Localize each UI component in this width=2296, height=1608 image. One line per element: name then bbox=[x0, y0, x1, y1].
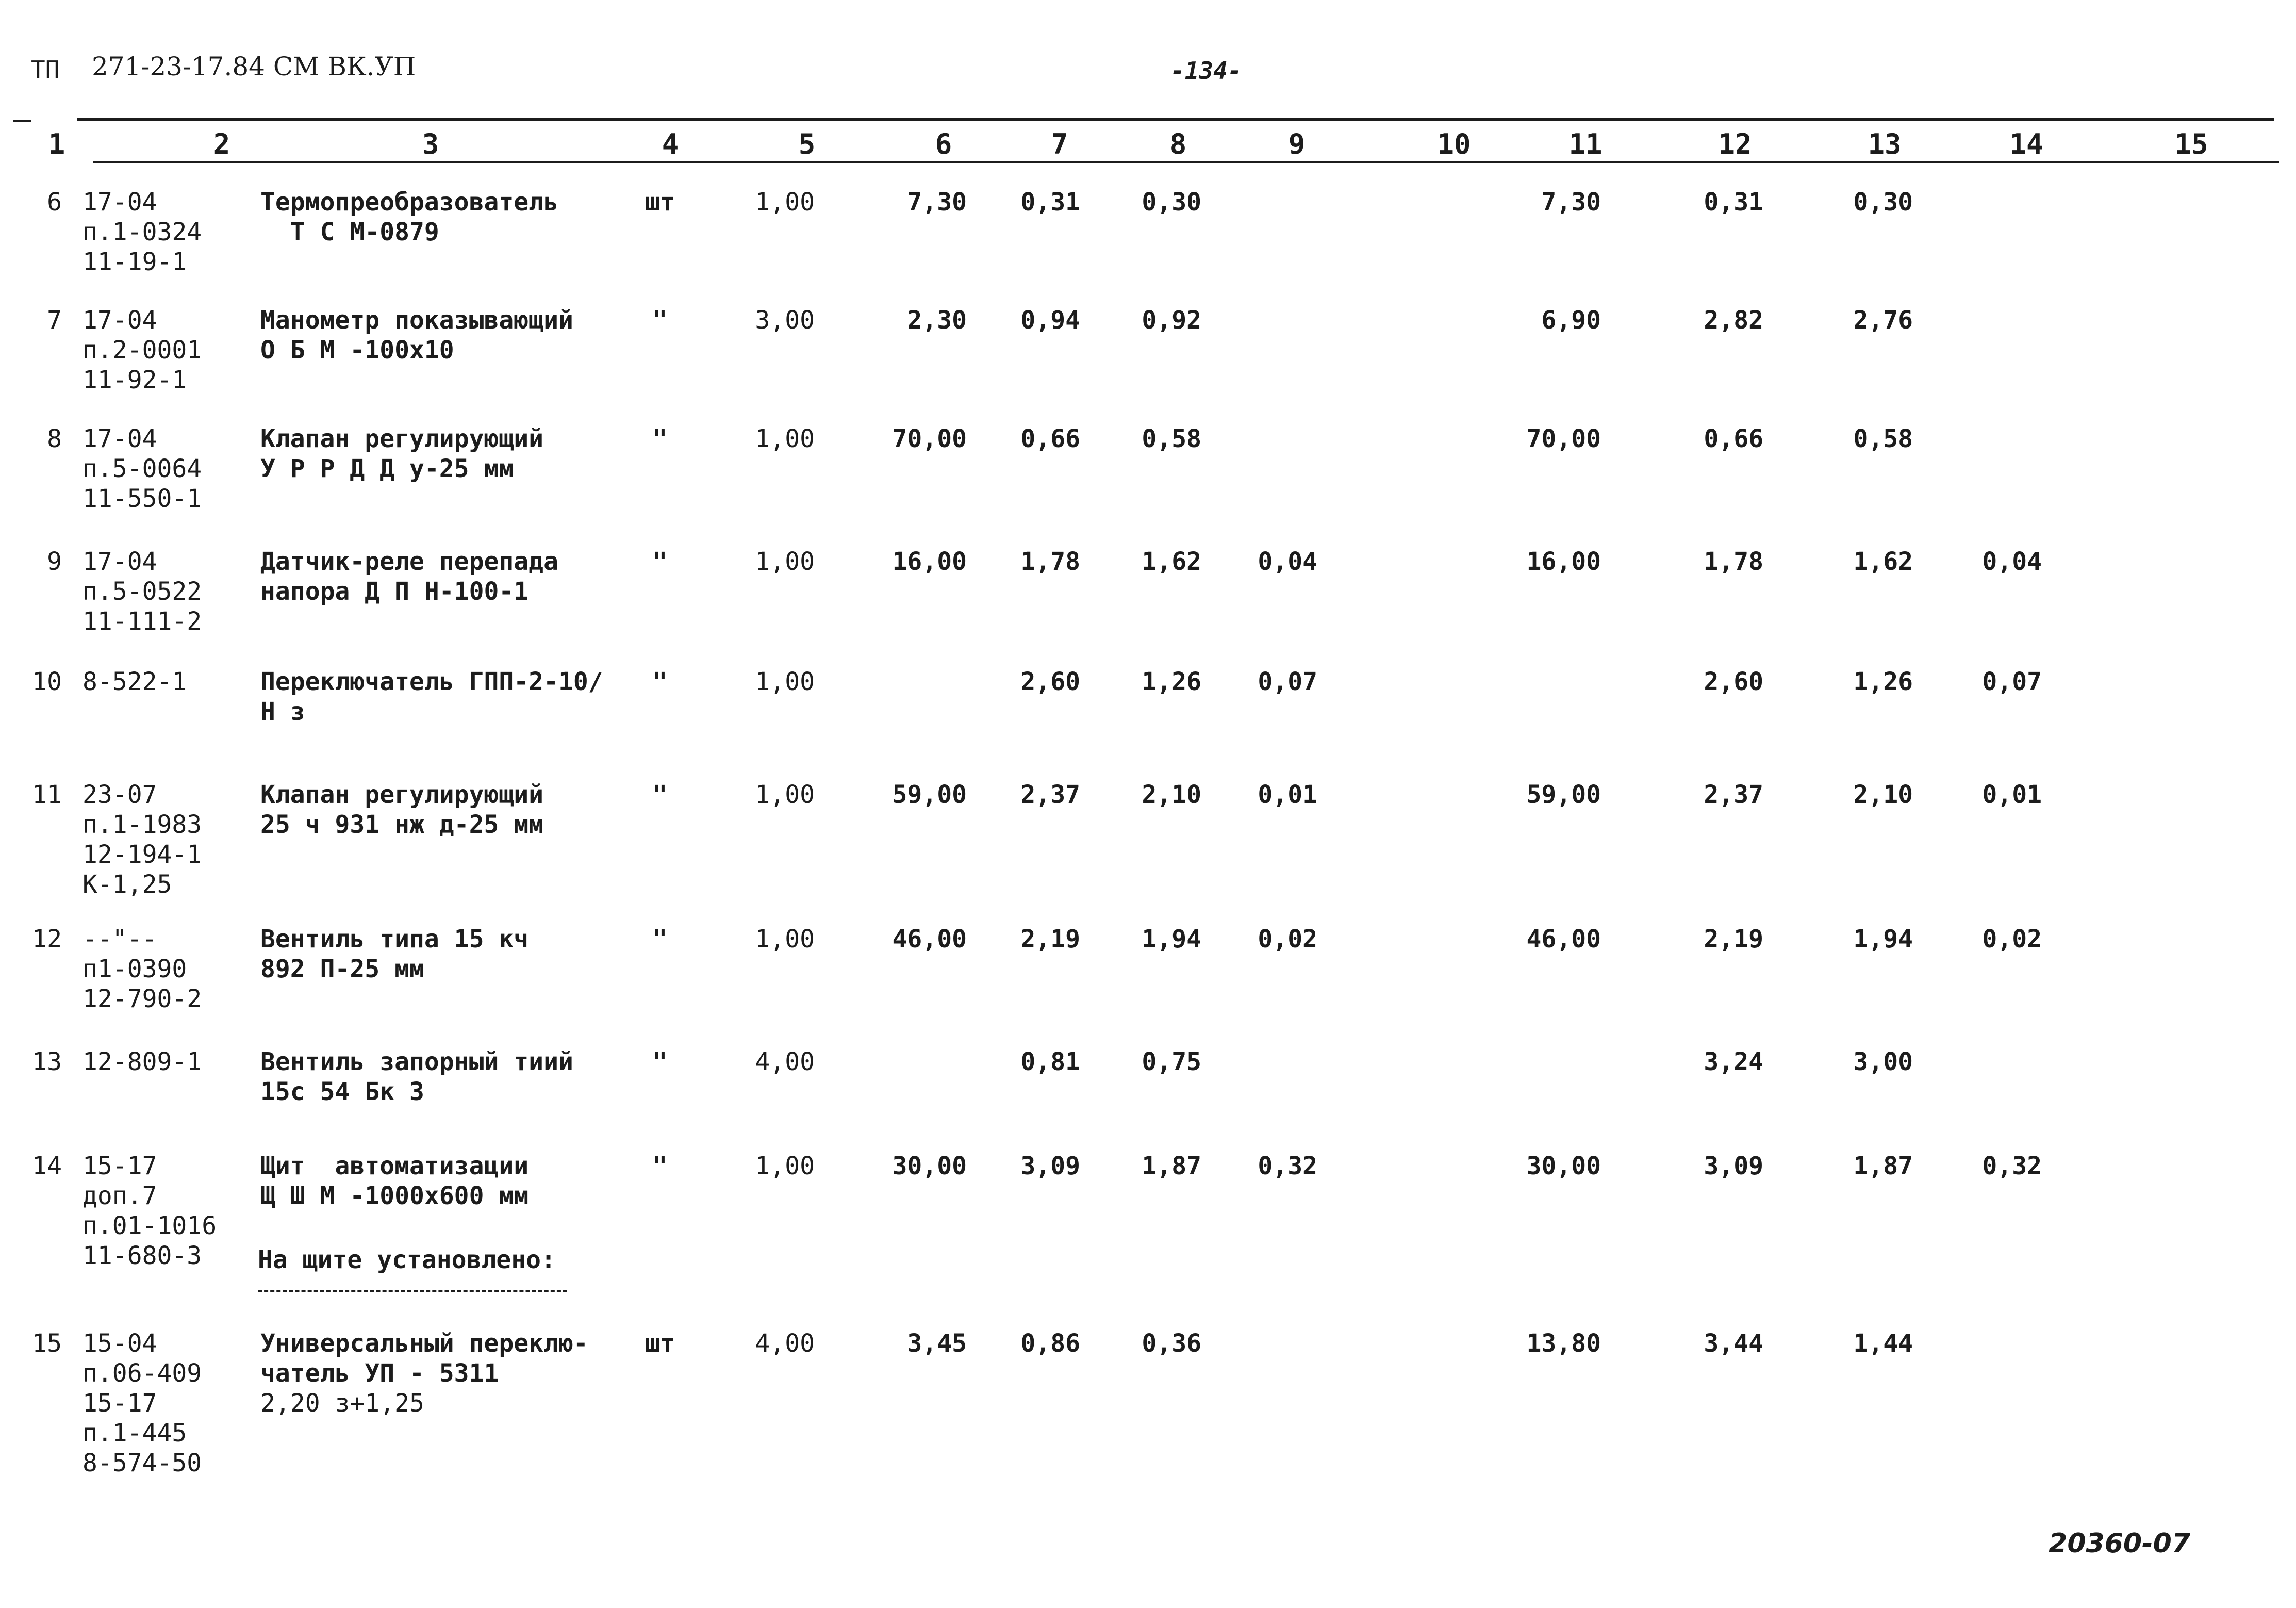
cell-c11: 46,00 bbox=[1526, 925, 1601, 954]
cell-c6: 59,00 bbox=[892, 780, 967, 809]
cell-c7: 0,31 bbox=[1020, 188, 1080, 217]
cell-qty: 1,00 bbox=[755, 925, 815, 954]
cell-c13: 1,44 bbox=[1853, 1329, 1913, 1358]
cell-qty: 1,00 bbox=[755, 188, 815, 217]
item-code-line: 17-04 bbox=[82, 188, 157, 217]
cell-c7: 1,78 bbox=[1020, 547, 1080, 576]
doc-prefix: ТП bbox=[31, 56, 60, 84]
item-code-line: 12-194-1 bbox=[82, 840, 202, 869]
column-number: 4 bbox=[662, 128, 679, 160]
panel-note-underline bbox=[258, 1290, 567, 1292]
cell-c13: 0,30 bbox=[1853, 188, 1913, 217]
cell-c8: 1,62 bbox=[1142, 547, 1201, 576]
cell-c12: 3,44 bbox=[1704, 1329, 1763, 1358]
cell-c9: 0,02 bbox=[1258, 925, 1317, 954]
cell-c13: 0,58 bbox=[1853, 424, 1913, 453]
item-name-line: Вентиль типа 15 кч bbox=[260, 925, 529, 954]
unit: " bbox=[652, 306, 668, 335]
item-code-line: п.5-0522 bbox=[82, 577, 202, 606]
cell-c7: 2,60 bbox=[1020, 667, 1080, 696]
cell-c6: 7,30 bbox=[907, 188, 967, 217]
column-number: 5 bbox=[798, 128, 816, 160]
cell-c14: 0,04 bbox=[1982, 547, 2042, 576]
item-code-line: п.01-1016 bbox=[82, 1211, 217, 1240]
item-name-line: Датчик-реле перепада bbox=[260, 547, 558, 576]
item-code-line: 8-574-50 bbox=[82, 1449, 202, 1478]
cell-c7: 0,86 bbox=[1020, 1329, 1080, 1358]
cell-c11: 30,00 bbox=[1526, 1152, 1601, 1180]
cell-c12: 2,82 bbox=[1704, 306, 1763, 335]
cell-qty: 1,00 bbox=[755, 667, 815, 696]
row-number: 7 bbox=[47, 306, 62, 335]
item-code-line: п.06-409 bbox=[82, 1359, 202, 1388]
item-code bbox=[82, 1328, 237, 1478]
cell-c14: 0,07 bbox=[1982, 667, 2042, 696]
item-code-line: 15-17 bbox=[82, 1389, 157, 1418]
item-code bbox=[82, 187, 237, 277]
cell-c14: 0,32 bbox=[1982, 1152, 2042, 1180]
item-name-line: Термопреобразователь bbox=[260, 188, 558, 217]
column-number: 14 bbox=[2009, 128, 2043, 160]
item-code-line: п.5-0064 bbox=[82, 454, 202, 483]
item-name-line: Вентиль запорный тиий bbox=[260, 1047, 573, 1076]
item-code-line: 17-04 bbox=[82, 306, 157, 335]
item-code-line: 11-550-1 bbox=[82, 484, 202, 513]
item-name-line: Щ Ш М -1000х600 мм bbox=[260, 1182, 529, 1210]
unit: " bbox=[652, 1047, 668, 1076]
row-number: 6 bbox=[47, 188, 62, 217]
cell-qty: 1,00 bbox=[755, 780, 815, 809]
cell-c13: 1,26 bbox=[1853, 667, 1913, 696]
item-name-line: Щит автоматизации bbox=[260, 1152, 529, 1180]
item-code-line: 17-04 bbox=[82, 547, 157, 576]
item-name-line: У Р Р Д Д у-25 мм bbox=[260, 454, 514, 483]
column-number: 12 bbox=[1718, 128, 1752, 160]
item-code-line: 17-04 bbox=[82, 424, 157, 453]
column-number: 1 bbox=[48, 128, 65, 160]
cell-c11: 59,00 bbox=[1526, 780, 1601, 809]
row-number: 14 bbox=[32, 1152, 62, 1180]
cell-c14: 0,02 bbox=[1982, 925, 2042, 954]
cell-c6: 2,30 bbox=[907, 306, 967, 335]
row-number: 15 bbox=[32, 1329, 62, 1358]
item-name-line: Клапан регулирующий bbox=[260, 780, 544, 809]
cell-c6: 46,00 bbox=[892, 925, 967, 954]
cell-c8: 0,75 bbox=[1142, 1047, 1201, 1076]
cell-c8: 1,26 bbox=[1142, 667, 1201, 696]
cell-c8: 0,30 bbox=[1142, 188, 1201, 217]
item-name-line: 25 ч 931 нж д-25 мм bbox=[260, 810, 544, 839]
unit: " bbox=[652, 667, 668, 696]
item-code-line: п.1-0324 bbox=[82, 218, 202, 247]
panel-note: На щите установлено: bbox=[258, 1245, 556, 1274]
item-code bbox=[82, 305, 237, 395]
cell-qty: 1,00 bbox=[755, 1152, 815, 1180]
cell-c13: 2,76 bbox=[1853, 306, 1913, 335]
column-number: 13 bbox=[1868, 128, 1902, 160]
column-number: 11 bbox=[1568, 128, 1603, 160]
item-code-line: п.1-1983 bbox=[82, 810, 202, 839]
item-name bbox=[260, 547, 621, 606]
cell-c13: 2,10 bbox=[1853, 780, 1913, 809]
cell-c8: 0,58 bbox=[1142, 424, 1201, 453]
cell-qty: 3,00 bbox=[755, 306, 815, 335]
item-name-line: 892 П-25 мм bbox=[260, 955, 424, 983]
cell-c14: 0,01 bbox=[1982, 780, 2042, 809]
row-number: 11 bbox=[32, 780, 62, 809]
item-name-line: Универсальный переклю- bbox=[260, 1329, 588, 1358]
doc-code: 271-23-17.84 СМ ВК.УП bbox=[92, 52, 416, 81]
cell-c12: 1,78 bbox=[1704, 547, 1763, 576]
cell-c12: 0,31 bbox=[1704, 188, 1763, 217]
item-name-line: напора Д П Н-100-1 bbox=[260, 577, 529, 606]
cell-qty: 4,00 bbox=[755, 1329, 815, 1358]
cell-c8: 1,94 bbox=[1142, 925, 1201, 954]
item-code-line: 12-809-1 bbox=[82, 1047, 202, 1076]
cell-c7: 0,81 bbox=[1020, 1047, 1080, 1076]
cell-c7: 0,66 bbox=[1020, 424, 1080, 453]
row-number: 8 bbox=[47, 424, 62, 453]
item-name-line: чатель УП - 5311 bbox=[260, 1359, 499, 1388]
item-code-line: п.1-445 bbox=[82, 1419, 187, 1448]
cell-c7: 2,19 bbox=[1020, 925, 1080, 954]
unit: шт bbox=[645, 1329, 675, 1358]
item-code-line: п1-0390 bbox=[82, 955, 187, 983]
item-code bbox=[82, 1151, 237, 1271]
item-name bbox=[260, 305, 621, 365]
cell-c6: 16,00 bbox=[892, 547, 967, 576]
unit: " bbox=[652, 925, 668, 954]
cell-c9: 0,01 bbox=[1258, 780, 1317, 809]
cell-c6: 70,00 bbox=[892, 424, 967, 453]
cell-c9: 0,04 bbox=[1258, 547, 1317, 576]
cell-c13: 1,62 bbox=[1853, 547, 1913, 576]
cell-c12: 2,19 bbox=[1704, 925, 1763, 954]
item-name bbox=[260, 1047, 621, 1107]
item-code-line: 11-680-3 bbox=[82, 1241, 202, 1270]
item-name-line: Т С М-0879 bbox=[260, 218, 439, 247]
cell-c6: 3,45 bbox=[907, 1329, 967, 1358]
cell-c8: 0,92 bbox=[1142, 306, 1201, 335]
item-code-line: доп.7 bbox=[82, 1182, 157, 1210]
item-code bbox=[82, 547, 237, 636]
cell-c8: 0,36 bbox=[1142, 1329, 1201, 1358]
cell-c13: 1,94 bbox=[1853, 925, 1913, 954]
column-number: 6 bbox=[935, 128, 952, 160]
cell-c12: 3,09 bbox=[1704, 1152, 1763, 1180]
item-name-line: О Б М -100х10 bbox=[260, 336, 454, 365]
cell-c6: 30,00 bbox=[892, 1152, 967, 1180]
item-code bbox=[82, 424, 237, 514]
item-code-line: 12-790-2 bbox=[82, 985, 202, 1013]
unit: шт bbox=[645, 188, 675, 217]
column-number: 9 bbox=[1288, 128, 1306, 160]
item-name bbox=[260, 924, 621, 984]
cell-c8: 2,10 bbox=[1142, 780, 1201, 809]
cell-c11: 6,90 bbox=[1541, 306, 1601, 335]
item-name-line: Клапан регулирующий bbox=[260, 424, 544, 453]
cell-c11: 13,80 bbox=[1526, 1329, 1601, 1358]
column-number: 8 bbox=[1169, 128, 1187, 160]
item-name bbox=[260, 424, 621, 484]
archive-stamp: 20360-07 bbox=[2049, 1528, 2190, 1559]
unit: " bbox=[652, 547, 668, 576]
row-number: 9 bbox=[47, 547, 62, 576]
item-name bbox=[260, 187, 621, 247]
item-code bbox=[82, 667, 237, 697]
item-name bbox=[260, 780, 621, 840]
cell-c13: 3,00 bbox=[1853, 1047, 1913, 1076]
cell-c9: 0,32 bbox=[1258, 1152, 1317, 1180]
item-name-line: Н з bbox=[260, 697, 305, 726]
item-code-line: 8-522-1 bbox=[82, 667, 187, 696]
item-name bbox=[260, 667, 621, 727]
item-code bbox=[82, 1047, 237, 1077]
item-name-line: 15с 54 Бк 3 bbox=[260, 1077, 424, 1106]
cell-c8: 1,87 bbox=[1142, 1152, 1201, 1180]
cell-qty: 4,00 bbox=[755, 1047, 815, 1076]
item-code-line: 11-92-1 bbox=[82, 366, 187, 395]
cell-c12: 2,60 bbox=[1704, 667, 1763, 696]
cell-c12: 3,24 bbox=[1704, 1047, 1763, 1076]
cell-c9: 0,07 bbox=[1258, 667, 1317, 696]
column-number: 10 bbox=[1437, 128, 1471, 160]
item-code-line: --"-- bbox=[82, 925, 157, 954]
item-code bbox=[82, 924, 237, 1014]
header-rule-tick bbox=[13, 120, 31, 122]
item-name bbox=[260, 1328, 621, 1418]
cell-c11: 7,30 bbox=[1541, 188, 1601, 217]
unit: " bbox=[652, 424, 668, 453]
column-number: 3 bbox=[422, 128, 439, 160]
item-code-line: 15-17 bbox=[82, 1152, 157, 1180]
item-name-line: Манометр показывающий bbox=[260, 306, 573, 335]
page-number: -134- bbox=[1170, 57, 1242, 85]
cell-c12: 2,37 bbox=[1704, 780, 1763, 809]
column-number: 2 bbox=[213, 128, 230, 160]
unit: " bbox=[652, 780, 668, 809]
item-code bbox=[82, 780, 237, 899]
cell-qty: 1,00 bbox=[755, 424, 815, 453]
unit: " bbox=[652, 1152, 668, 1180]
cell-c7: 0,94 bbox=[1020, 306, 1080, 335]
header-rule-bottom bbox=[93, 161, 2279, 163]
cell-c7: 2,37 bbox=[1020, 780, 1080, 809]
item-name bbox=[260, 1151, 621, 1211]
item-code-line: 11-111-2 bbox=[82, 607, 202, 636]
column-number: 15 bbox=[2174, 128, 2208, 160]
cell-c13: 1,87 bbox=[1853, 1152, 1913, 1180]
cell-c12: 0,66 bbox=[1704, 424, 1763, 453]
item-code-line: 23-07 bbox=[82, 780, 157, 809]
header-rule-top bbox=[77, 118, 2274, 121]
item-code-line: п.2-0001 bbox=[82, 336, 202, 365]
row-number: 12 bbox=[32, 925, 62, 954]
column-number: 7 bbox=[1051, 128, 1068, 160]
item-code-line: 15-04 bbox=[82, 1329, 157, 1358]
item-name-line: Переключатель ГПП-2-10/ bbox=[260, 667, 603, 696]
cell-c11: 70,00 bbox=[1526, 424, 1601, 453]
item-code-line: 11-19-1 bbox=[82, 248, 187, 276]
cell-c11: 16,00 bbox=[1526, 547, 1601, 576]
row-number: 10 bbox=[32, 667, 62, 696]
cell-qty: 1,00 bbox=[755, 547, 815, 576]
item-code-line: К-1,25 bbox=[82, 870, 172, 899]
cell-c7: 3,09 bbox=[1020, 1152, 1080, 1180]
row-number: 13 bbox=[32, 1047, 62, 1076]
item-name-line: 2,20 з+1,25 bbox=[260, 1389, 424, 1418]
